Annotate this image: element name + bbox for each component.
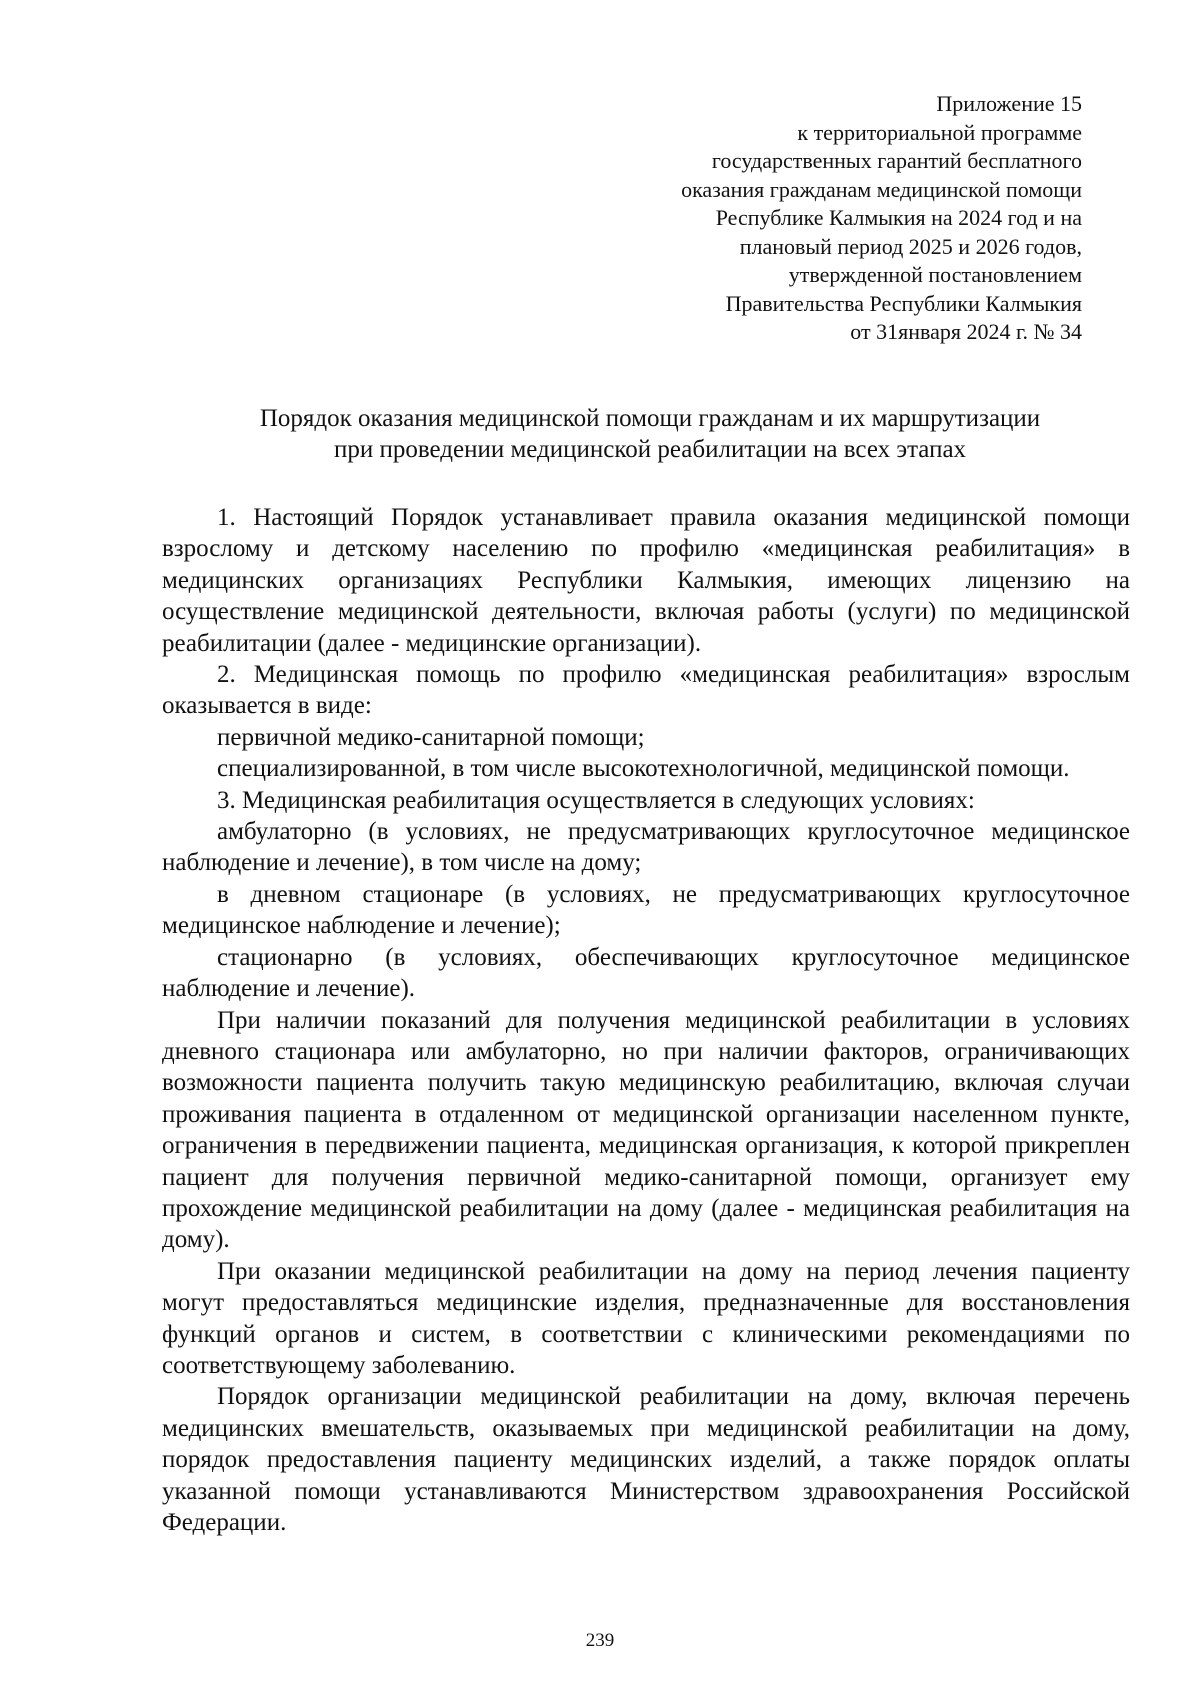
paragraph-procedure: Порядок организации медицинской реабилитации на дому, включая перечень медицинских вмешательств, оказываемых при медицинской реабилитации на дому, порядок предоставления пациенту медицинских изделий, а также порядок оплаты указанной помощи устанавливаются Министерством здравоохранения Российской Федерации. (162, 1383, 1130, 1536)
paragraph-list-item: в дневном стационаре (в условиях, не предусматривающих круглосуточное медицинское наблюдение и лечение); (162, 880, 1130, 940)
document-title (160, 403, 1140, 465)
appendix-line: от 31января 2024 г. № 34 (850, 319, 1082, 344)
appendix-line: к территориальной программе (797, 119, 1082, 145)
title-line-2: при проведении медицинской реабилитации на всех этапах (333, 436, 967, 463)
paragraph-list-item: стационарно (в условиях, обеспечивающих круглосуточное медицинское наблюдение и лечение). (162, 943, 1130, 1003)
page-number: 239 (585, 1630, 615, 1651)
paragraph-item-3: 3. Медицинская реабилитация осуществляется в следующих условиях: (217, 786, 975, 814)
appendix-line: Приложение 15 (936, 91, 1082, 116)
appendix-line: государственных гарантий бесплатного (711, 148, 1082, 173)
document-body (162, 502, 1130, 1538)
paragraph-list-item: амбулаторно (в условиях, не предусматривающих круглосуточное медицинское наблюдение и лечение), в том числе на дому; (162, 818, 1130, 877)
paragraph-list-item: специализированной, в том числе высокотехнологичной, медицинской помощи. (217, 755, 1070, 783)
appendix-line: оказания гражданам медицинской помощи (681, 176, 1082, 202)
title-line-1: Порядок оказания медицинской помощи гражданам и их маршрутизации (259, 405, 1041, 432)
appendix-line: Правительства Республики Калмыкия (725, 290, 1082, 316)
paragraph-item-2: 2. Медицинская помощь по профилю «медицинская реабилитация» взрослым оказывается в виде: (162, 661, 1130, 720)
appendix-line: Республике Калмыкия на 2024 год и на (715, 205, 1082, 230)
paragraph-home-rehab: При наличии показаний для получения медицинской реабилитации в условиях дневного стационара или амбулаторно, но при наличии факторов, ограничивающих возможности пациента получить такую медицинскую реабилитацию, включая случаи проживания пациента в отдаленном от медицинской организации населенном пункте, ограничения в передвижении пациента, медицинская организация, к которой прикреплен пациент для получения первичной медико-санитарной помощи, организует ему прохождение медицинской реабилитации на дому (далее - медицинская реабилитация на дому). (162, 1006, 1130, 1254)
paragraph-item-1: 1. Настоящий Порядок устанавливает правила оказания медицинской помощи взрослому и детскому населению по профилю «медицинская реабилитация» в медицинских организациях Республики Калмыкия, имеющих лицензию на осуществление медицинской деятельности, включая работы (услуги) по медицинской реабилитации (далее - медицинские организации). (162, 504, 1130, 657)
paragraph-medical-devices: При оказании медицинской реабилитации на дому на период лечения пациенту могут предоставляться медицинские изделия, предназначенные для восстановления функций органов и систем, в соответствии с клиническими рекомендациями по соответствующему заболеванию. (162, 1257, 1130, 1379)
appendix-line: утвержденной постановлением (788, 262, 1082, 287)
appendix-line: плановый период 2025 и 2026 годов, (739, 233, 1082, 259)
paragraph-list-item: первичной медико-санитарной помощи; (217, 723, 645, 751)
appendix-header (562, 90, 1082, 347)
